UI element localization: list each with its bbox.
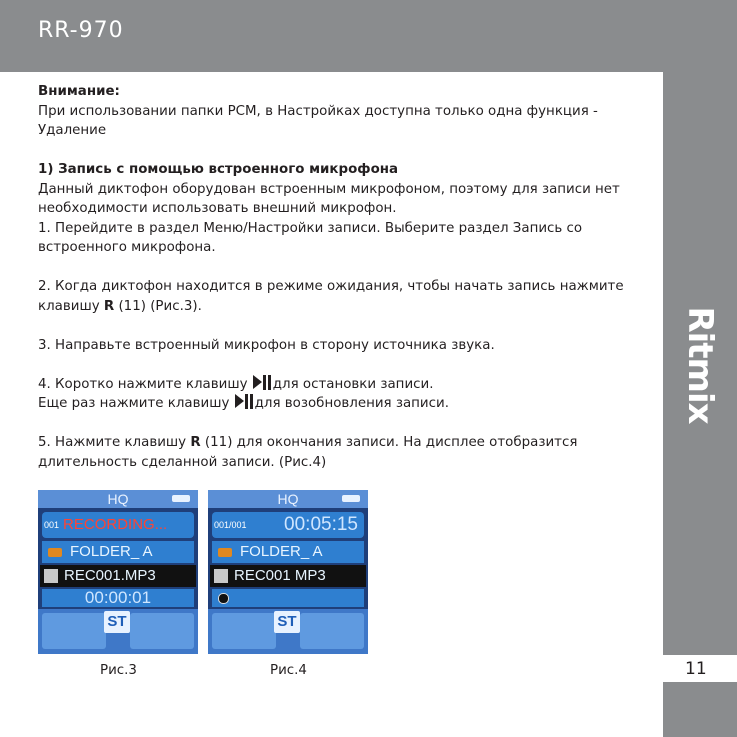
- file-icon: [214, 569, 228, 583]
- recorded-duration: 00:05:15: [284, 514, 358, 535]
- battery-icon: [342, 495, 360, 502]
- step-4b-text: Еще раз нажмите клавишу: [38, 396, 234, 411]
- screen-quality: HQ: [38, 490, 198, 508]
- header-bar: [0, 0, 737, 72]
- recording-status: RECORDING...: [63, 516, 168, 533]
- level-meter-left: [42, 613, 106, 649]
- folder-row: [212, 541, 364, 563]
- step-4a-text-end: для остановки записи.: [272, 376, 434, 392]
- track-index: 001: [44, 520, 60, 531]
- key-r: R: [190, 435, 201, 450]
- play-pause-icon: [253, 375, 271, 390]
- file-row: [40, 565, 196, 587]
- step-4a-text: 4. Коротко нажмите клавишу: [38, 376, 252, 392]
- key-r: R: [103, 298, 115, 314]
- file-name: REC001 MP3: [234, 567, 326, 584]
- step-4b-text-end: для возобновления записи.: [254, 396, 449, 411]
- intro-text: Данный диктофон оборудован встроенным микрофоном, поэтому для записи нет необходимости использовать внешний микрофон.: [38, 181, 620, 216]
- stop-indicator-icon: [218, 593, 229, 604]
- figure-3-caption: Рис.3: [100, 663, 137, 678]
- screen-status-row: [42, 512, 194, 538]
- level-meter-left: [212, 613, 276, 649]
- step-4b: [38, 394, 653, 414]
- folder-name: FOLDER_ A: [70, 543, 153, 560]
- section-title: 1) Запись с помощью встроенного микрофона: [38, 162, 399, 177]
- play-pause-icon: [235, 394, 253, 409]
- figure-4-screen: [208, 490, 368, 654]
- figure-3-screen: [38, 490, 198, 654]
- step-3: 3. Направьте встроенный микрофон в сторону источника звука.: [38, 337, 495, 353]
- step-5: [38, 433, 653, 472]
- page-content: [38, 82, 653, 472]
- folder-icon: [48, 548, 62, 557]
- equalizer-area: [38, 609, 198, 654]
- track-index: 001/001: [214, 520, 247, 531]
- status-row: [212, 589, 364, 607]
- equalizer-area: [208, 609, 368, 654]
- step-5-text: 5. Нажмите клавишу: [38, 435, 191, 450]
- stereo-badge: ST: [104, 611, 130, 633]
- attention-text: При использовании папки PCM, в Настройках доступна только одна функция - Удаление: [38, 103, 598, 138]
- page-number: 11: [685, 659, 707, 679]
- attention-title: Внимание:: [38, 84, 120, 99]
- screen-quality: HQ: [208, 490, 368, 508]
- step-2: [38, 277, 653, 316]
- battery-icon: [172, 495, 190, 502]
- folder-row: [42, 541, 194, 563]
- folder-icon: [218, 548, 232, 557]
- step-2-text-end: (11) (Рис.3).: [114, 298, 202, 314]
- step-5-text-end: (11) для окончания записи. На дисплее отобразится длительность сделанной записи. (Рис.4): [38, 435, 578, 470]
- file-name: REC001.MP3: [64, 567, 156, 584]
- file-icon: [44, 569, 58, 583]
- figure-4-caption: Рис.4: [270, 663, 307, 678]
- level-meter-right: [300, 613, 364, 649]
- stereo-badge: ST: [274, 611, 300, 633]
- step-2-text: 2. Когда диктофон находится в режиме ожидания, чтобы начать запись нажмите клавишу: [38, 279, 624, 314]
- folder-name: FOLDER_ A: [240, 543, 323, 560]
- screen-status-row: [212, 512, 364, 538]
- elapsed-time: 00:00:01: [42, 589, 194, 607]
- level-meter-right: [130, 613, 194, 649]
- step-4a: [38, 375, 653, 395]
- brand-logo: [663, 300, 737, 430]
- brand-logo-text: Ritmix: [680, 306, 720, 424]
- step-1: 1. Перейдите в раздел Меню/Настройки записи. Выберите раздел Запись со встроенного микрофона.: [38, 220, 583, 255]
- model-title: RR-970: [38, 18, 124, 43]
- file-row: [210, 565, 366, 587]
